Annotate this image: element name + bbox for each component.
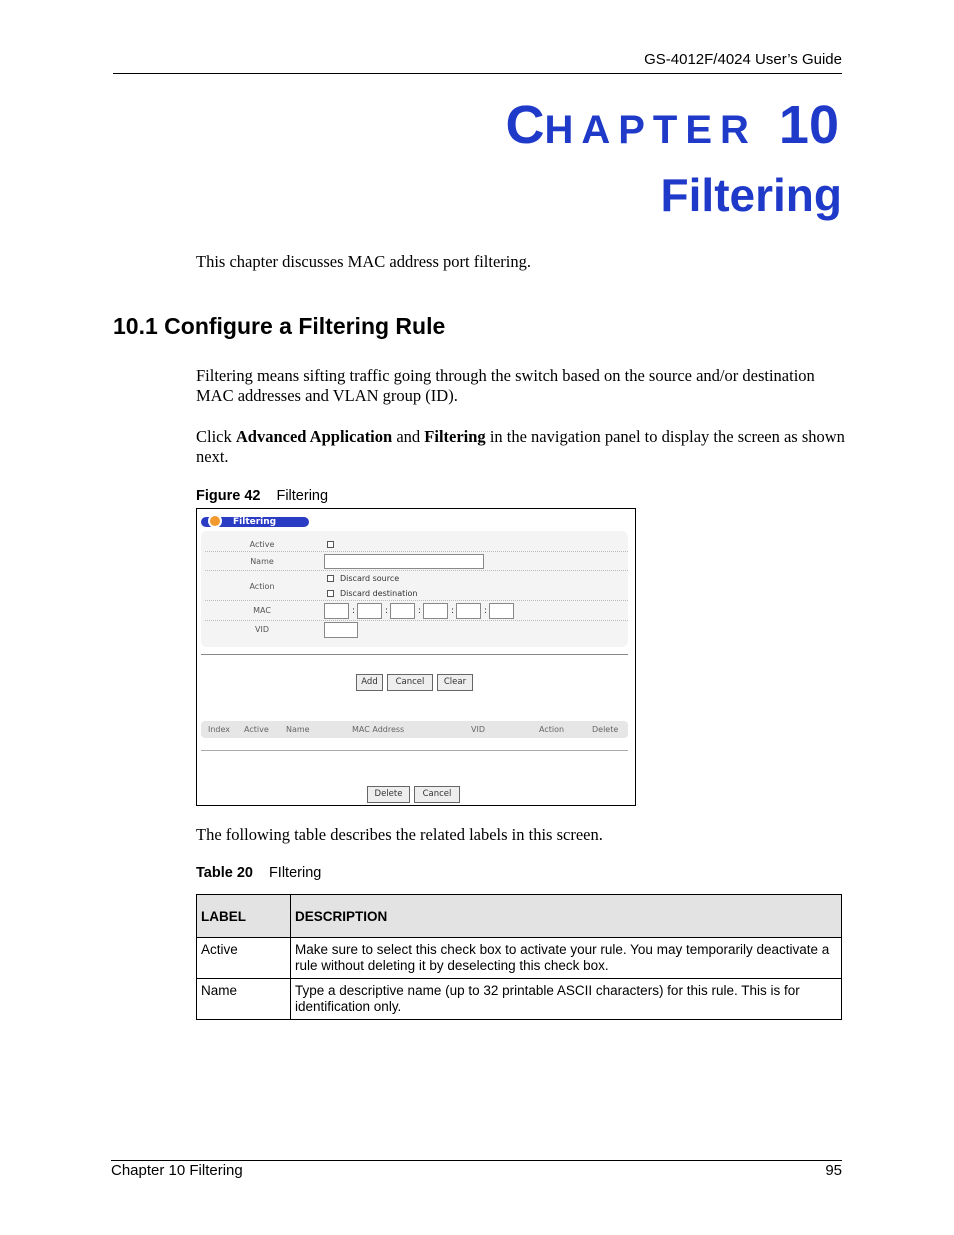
mac-separator: : (418, 606, 422, 616)
footer-chapter: Chapter 10 Filtering (111, 1162, 243, 1179)
table-header-row (197, 895, 842, 938)
col-vid: VID (471, 725, 485, 734)
mac-octet-2[interactable] (357, 603, 382, 619)
figure-caption (196, 488, 328, 504)
para2-bold-1: Advanced Application (235, 427, 393, 446)
clear-button[interactable]: Clear (437, 674, 473, 691)
para2-text-3: in the navigation panel to display the screen as shown next. (196, 427, 845, 466)
col-index: Index (208, 725, 231, 734)
mac-octet-6[interactable] (489, 603, 514, 619)
delete-button[interactable]: Delete (367, 786, 410, 803)
screen-title-icon (208, 514, 222, 528)
cancel-button[interactable]: Cancel (387, 674, 433, 691)
col-delete: Delete (592, 725, 619, 734)
header-label: LABEL (197, 895, 291, 938)
mac-separator: : (451, 606, 455, 616)
mac-octet-4[interactable] (423, 603, 448, 619)
active-label: Active (249, 540, 275, 549)
header-rule (113, 73, 842, 74)
col-mac-address: MAC Address (352, 725, 405, 734)
filtering-screenshot (196, 508, 636, 806)
mac-octet-1[interactable] (324, 603, 349, 619)
section-heading: 10.1 Configure a Filtering Rule (113, 313, 446, 339)
action-label: Action (249, 582, 275, 591)
mac-octet-3[interactable] (390, 603, 415, 619)
col-name: Name (286, 725, 310, 734)
figure-label: Figure 42 (196, 488, 261, 504)
figure-text: Filtering (276, 488, 329, 504)
row-label: Active (197, 938, 291, 979)
table-row (197, 979, 842, 1020)
mac-label: MAC (253, 606, 271, 615)
row-description: Type a descriptive name (up to 32 printable ASCII characters) for this rule. This is for identification only. (291, 979, 842, 1020)
chapter-title: Filtering (660, 169, 842, 221)
discard-source-checkbox[interactable] (327, 575, 334, 582)
page-number: 95 (825, 1162, 842, 1179)
screen-title: Filtering (233, 517, 277, 527)
table-row (197, 938, 842, 979)
para2-text-2: and (392, 427, 425, 446)
running-header: GS-4012F/4024 User’s Guide (644, 51, 842, 68)
col-active: Active (244, 725, 269, 734)
table-label: Table 20 (196, 865, 253, 881)
active-checkbox[interactable] (327, 541, 334, 548)
intro-paragraph: This chapter discusses MAC address port filtering. (196, 252, 531, 271)
para2-bold-2: Filtering (424, 427, 486, 446)
name-input[interactable] (324, 554, 484, 569)
table-separator (201, 750, 628, 751)
form-separator (201, 654, 628, 655)
table-caption-text: FIltering (268, 865, 322, 881)
paragraph-filtering: Filtering means sifting traffic going through the switch based on the source and/or destination MAC addresses and VLAN group (ID). (196, 366, 815, 405)
mac-separator: : (352, 606, 356, 616)
paragraph-click (196, 427, 846, 467)
footer-rule (111, 1160, 842, 1161)
col-action: Action (539, 725, 565, 734)
vid-input[interactable] (324, 622, 358, 638)
para2-text-1: Click (196, 427, 236, 446)
chapter-first-letter: C (505, 95, 545, 155)
chapter-heading (505, 95, 839, 155)
mac-separator: : (385, 606, 389, 616)
row-label: Name (197, 979, 291, 1020)
table-intro: The following table describes the related labels in this screen. (196, 825, 603, 844)
vid-label: VID (255, 625, 269, 634)
discard-destination-label: Discard destination (340, 589, 418, 598)
chapter-number: 10 (778, 95, 839, 155)
header-description: DESCRIPTION (291, 895, 842, 938)
name-label: Name (250, 557, 274, 566)
add-button[interactable]: Add (356, 674, 383, 691)
table-caption (196, 865, 321, 881)
description-table (196, 894, 842, 1020)
row-description: Make sure to select this check box to activate your rule. You may temporarily deactivate a rule without deleting it by deselecting this check box. (291, 938, 842, 979)
mac-octet-5[interactable] (456, 603, 481, 619)
cancel-button-bottom[interactable]: Cancel (414, 786, 460, 803)
discard-destination-checkbox[interactable] (327, 590, 334, 597)
discard-source-label: Discard source (340, 574, 400, 583)
mac-separator: : (484, 606, 488, 616)
chapter-word: HAPTER (544, 108, 757, 152)
